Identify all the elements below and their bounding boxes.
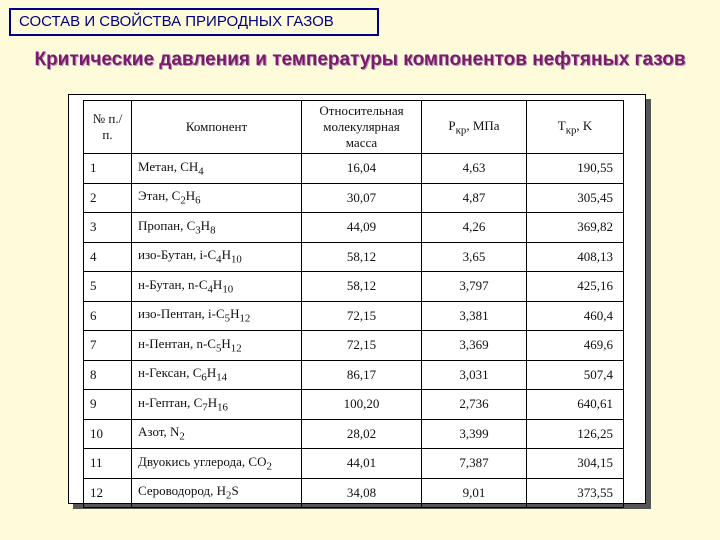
cell-component: изо-Пентан, $i-C_5H_{12}$ xyxy=(132,301,302,331)
header-temperature: $T_{кр}$, K xyxy=(527,101,624,154)
cell-num: 5 xyxy=(84,272,132,302)
table-row xyxy=(84,183,624,213)
cell-component: н-Бутан, $n-C_4H_{10}$ xyxy=(132,272,302,302)
cell-pressure: 4,63 xyxy=(422,154,527,184)
cell-mass: 72,15 xyxy=(302,331,422,361)
cell-pressure: 3,031 xyxy=(422,360,527,390)
header-component: Компонент xyxy=(132,101,302,154)
table-row xyxy=(84,301,624,331)
table-row xyxy=(84,478,624,508)
table-row xyxy=(84,272,624,302)
cell-component: н-Гептан, $C_7H_{16}$ xyxy=(132,390,302,420)
cell-component: Сероводород, $H_2S$ xyxy=(132,478,302,508)
cell-temperature: 460,4 xyxy=(527,301,624,331)
table-row xyxy=(84,390,624,420)
table-row xyxy=(84,360,624,390)
cell-temperature: 408,13 xyxy=(527,242,624,272)
cell-temperature: 369,82 xyxy=(527,213,624,243)
cell-mass: 58,12 xyxy=(302,242,422,272)
cell-pressure: 4,26 xyxy=(422,213,527,243)
table-frame xyxy=(68,94,646,504)
section-header xyxy=(9,8,379,36)
cell-temperature: 190,55 xyxy=(527,154,624,184)
header-num: № п./п. xyxy=(84,101,132,154)
cell-temperature: 126,25 xyxy=(527,419,624,449)
cell-component: изо-Бутан, $i-C_4H_{10}$ xyxy=(132,242,302,272)
cell-mass: 100,20 xyxy=(302,390,422,420)
cell-temperature: 425,16 xyxy=(527,272,624,302)
header-mass: Относительная молекулярная масса xyxy=(302,101,422,154)
cell-temperature: 373,55 xyxy=(527,478,624,508)
cell-mass: 28,02 xyxy=(302,419,422,449)
cell-num: 12 xyxy=(84,478,132,508)
cell-pressure: 3,399 xyxy=(422,419,527,449)
cell-num: 8 xyxy=(84,360,132,390)
table-row xyxy=(84,213,624,243)
table-header-row xyxy=(84,101,624,154)
table-row xyxy=(84,242,624,272)
cell-component: Этан, $C_2H_6$ xyxy=(132,183,302,213)
cell-component: н-Пентан, $n-C_5H_{12}$ xyxy=(132,331,302,361)
cell-component: Метан, $CH_4$ xyxy=(132,154,302,184)
cell-component: н-Гексан, $C_6H_{14}$ xyxy=(132,360,302,390)
table-row xyxy=(84,331,624,361)
cell-temperature: 507,4 xyxy=(527,360,624,390)
cell-num: 11 xyxy=(84,449,132,479)
gas-properties-table xyxy=(83,100,624,508)
cell-num: 4 xyxy=(84,242,132,272)
cell-temperature: 304,15 xyxy=(527,449,624,479)
section-header-text: СОСТАВ И СВОЙСТВА ПРИРОДНЫХ ГАЗОВ xyxy=(19,13,334,30)
table-row xyxy=(84,449,624,479)
cell-temperature: 640,61 xyxy=(527,390,624,420)
cell-temperature: 469,6 xyxy=(527,331,624,361)
cell-mass: 58,12 xyxy=(302,272,422,302)
cell-mass: 86,17 xyxy=(302,360,422,390)
cell-pressure: 3,369 xyxy=(422,331,527,361)
cell-pressure: 9,01 xyxy=(422,478,527,508)
cell-component: Азот, $N_2$ xyxy=(132,419,302,449)
cell-pressure: 7,387 xyxy=(422,449,527,479)
cell-num: 2 xyxy=(84,183,132,213)
cell-mass: 16,04 xyxy=(302,154,422,184)
cell-component: Двуокись углерода, $CO_2$ xyxy=(132,449,302,479)
cell-num: 7 xyxy=(84,331,132,361)
cell-mass: 44,01 xyxy=(302,449,422,479)
slide-title: Критические давления и температуры компонентов нефтяных газов xyxy=(34,49,686,70)
cell-num: 3 xyxy=(84,213,132,243)
cell-mass: 30,07 xyxy=(302,183,422,213)
table-row xyxy=(84,154,624,184)
cell-mass: 44,09 xyxy=(302,213,422,243)
cell-component: Пропан, $C_3H_8$ xyxy=(132,213,302,243)
cell-pressure: 3,797 xyxy=(422,272,527,302)
cell-pressure: 4,87 xyxy=(422,183,527,213)
cell-pressure: 2,736 xyxy=(422,390,527,420)
cell-temperature: 305,45 xyxy=(527,183,624,213)
cell-num: 6 xyxy=(84,301,132,331)
cell-num: 1 xyxy=(84,154,132,184)
cell-mass: 34,08 xyxy=(302,478,422,508)
header-pressure: $P_{кр}$, МПа xyxy=(422,101,527,154)
cell-mass: 72,15 xyxy=(302,301,422,331)
cell-num: 9 xyxy=(84,390,132,420)
table-row xyxy=(84,419,624,449)
cell-num: 10 xyxy=(84,419,132,449)
cell-pressure: 3,381 xyxy=(422,301,527,331)
cell-pressure: 3,65 xyxy=(422,242,527,272)
